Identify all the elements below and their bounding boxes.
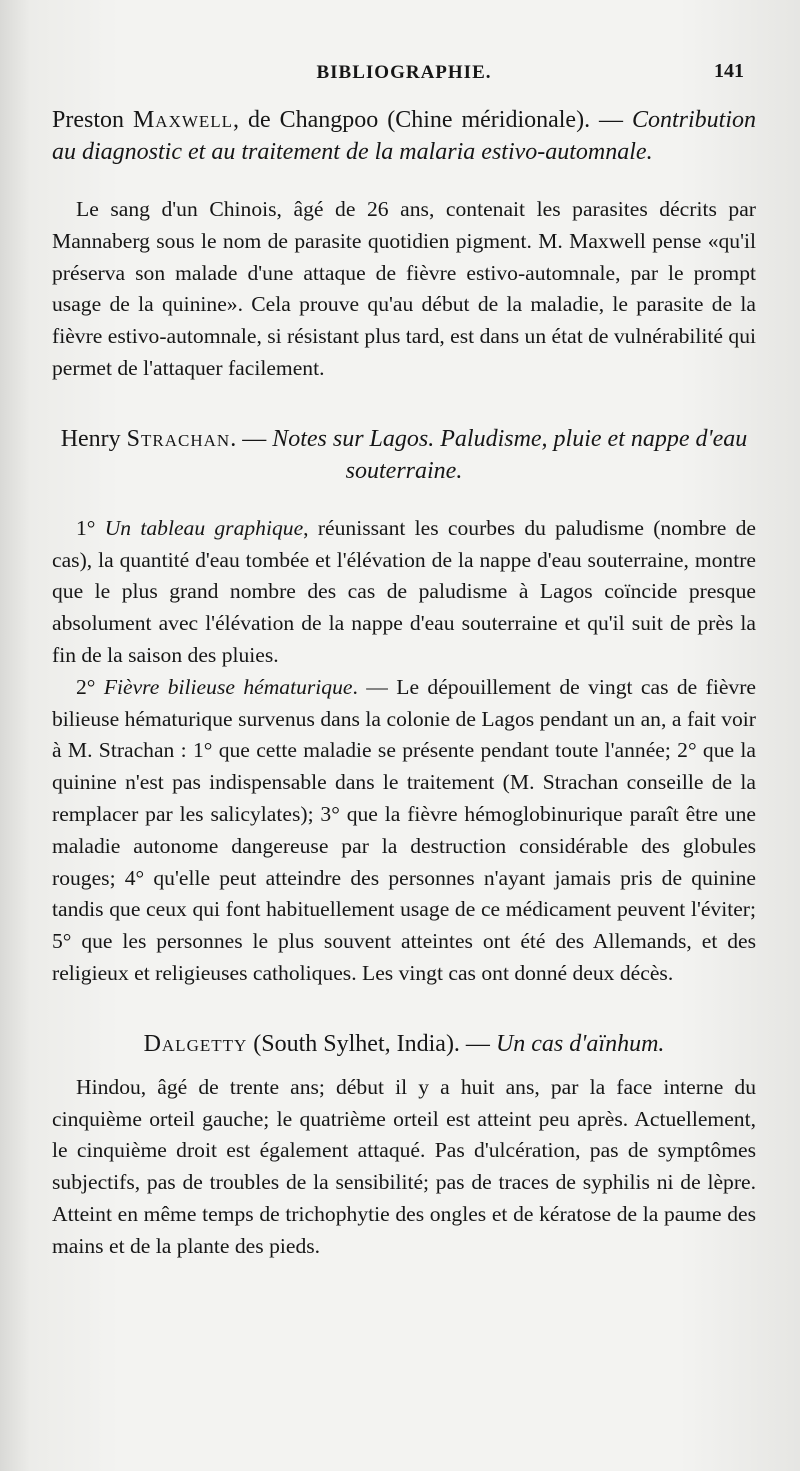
author-affiliation: , de Changpoo (Chine méridionale). — <box>233 107 632 133</box>
article-title: Un cas d'aïnhum. <box>495 1030 665 1057</box>
author-affiliation: (South Sylhet, India). — <box>247 1030 496 1057</box>
author-first-name: Henry <box>60 425 121 452</box>
author-first-name: Preston <box>52 107 124 133</box>
article-title: Contribution au diagnostic et au traitement de la malaria estivo-automnale. <box>52 107 757 165</box>
running-title: BIBLIOGRAPHIE. <box>316 62 492 83</box>
running-head <box>52 58 756 98</box>
entry-heading-strachan <box>52 423 756 487</box>
item-text: , réunissant les courbes du paludisme (nombre de cas), la quantité d'eau tombée et l'élévation de la nappe d'eau souterraine, montre que le plus grand nombre des cas de paludisme à Lagos coïncide presque absolument avec l'élévation de la nappe d'eau souterraine et qu'il suit de près la fin de la saison des pluies. <box>52 515 756 667</box>
page-number: 141 <box>714 60 744 82</box>
paragraph: Le sang d'un Chinois, âgé de 26 ans, contenait les parasites décrits par Mannaberg sous le nom de parasite quotidien pigment. M. Maxwell pense «qu'il préserva son malade d'une attaque de fièvre estivo-automnale, par le prompt usage de la quinine». Cela prouve qu'au début de la maladie, le parasite de la fièvre estivo-automnale, si résistant plus tard, est dans un état de vulnérabilité qui permet de l'attaquer facilement. <box>52 197 757 380</box>
item-number: 2° <box>76 674 104 699</box>
entry-heading-dalgetty <box>52 1028 756 1060</box>
numbered-paragraph-2 <box>52 672 756 990</box>
item-title: Fièvre bilieuse hématurique <box>103 674 353 699</box>
item-title: Un tableau graphique <box>104 515 304 540</box>
author-separator: . — <box>230 425 273 452</box>
author-last-name: Strachan <box>126 425 231 452</box>
paragraph: Hindou, âgé de trente ans; début il y a huit ans, par la face interne du cinquième orteil gauche; le quatrième orteil est atteint peu après. Actuellement, le cinquième droit est également attaqué. Pas d'ulcération, pas de symptômes subjectifs, pas de troubles de la sensibilité; pas de traces de syphilis ni de lèpre. Atteint en même temps de trichophytie des ongles et de kératose de la paume des mains et de la plante des pieds. <box>52 1074 756 1258</box>
item-number: 1° <box>76 515 105 540</box>
numbered-paragraph-1 <box>52 513 756 672</box>
article-title: Notes sur Lagos. Paludisme, pluie et nappe d'eau souterraine. <box>272 425 748 484</box>
entry-heading-maxwell <box>52 104 756 168</box>
author-last-name: Dalgetty <box>143 1030 248 1057</box>
item-text: . — Le dépouillement de vingt cas de fièvre bilieuse hématurique survenus dans la colonie de Lagos pendant un an, a fait voir à M. Strachan : 1° que cette maladie se présente pendant toute l'année; 2° que la quinine n'est pas indispensable dans le traitement (M. Strachan conseille de la remplacer par les salicylates); 3° que la fièvre hémoglobinurique paraît être une maladie autonome dangereuse par la destruction considérable des globules rouges; 4° qu'elle peut atteindre des personnes n'ayant jamais pris de quinine tandis que ceux qui font habituellement usage de ce médicament peuvent l'éviter; 5° que les personnes le plus souvent atteintes ont été des Allemands, et des religieux et religieuses catholiques. Les vingt cas ont donné deux décès. <box>52 674 756 985</box>
author-last-name: Maxwell <box>132 107 234 133</box>
